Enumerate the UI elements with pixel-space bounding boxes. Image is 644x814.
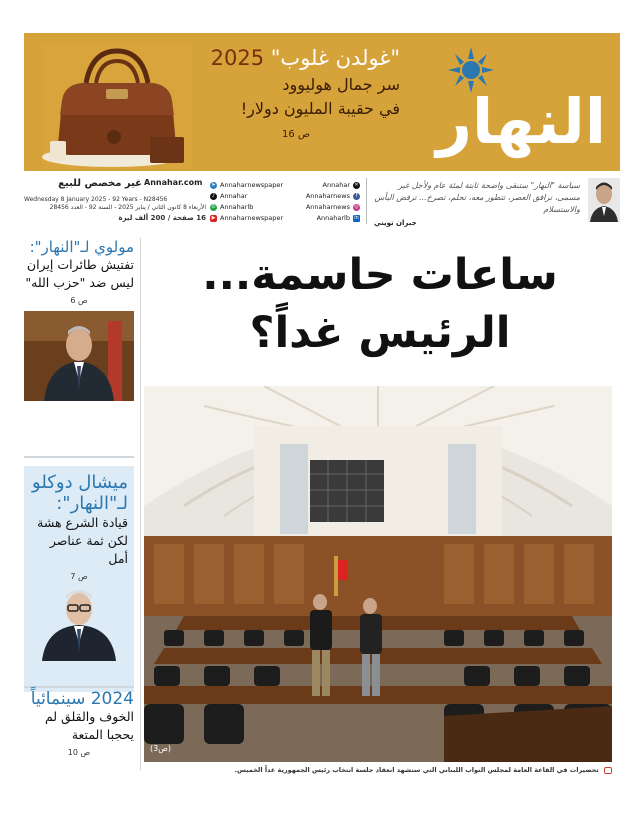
social-link[interactable] <box>210 191 284 202</box>
price-label: 16 صفحة / 200 ألف ليرة <box>118 214 206 222</box>
logo-wordmark: النهار <box>436 85 606 158</box>
sidebar-separator <box>24 456 134 458</box>
social-link[interactable] <box>210 180 284 191</box>
social-link[interactable] <box>210 213 284 224</box>
edition-info <box>24 178 142 189</box>
x-icon: ✕ <box>354 182 359 188</box>
social-handle: Annaharlb <box>220 203 254 211</box>
story-page-ref: ص 7 <box>70 572 88 581</box>
parliament-hall-photo <box>144 386 612 762</box>
main-headline[interactable] <box>150 246 610 362</box>
social-handle: Annaharnews <box>305 203 350 211</box>
caption-text: تحضيرات في القاعة العامة لمجلس النواب اللبناني التي ستشهد انعقاد جلسة انتخاب رئيس الجمهورية غداً الخميس. <box>234 766 599 774</box>
annahar-logo[interactable] <box>366 39 606 167</box>
promo-line-2: سر جمال هوليوود <box>282 75 400 94</box>
sidebar-separator <box>24 686 134 688</box>
instagram-icon: ◎ <box>354 204 359 210</box>
story-kicker: ميشال دوكلو لـ"النهار": <box>32 472 128 514</box>
duclos-photo <box>30 583 128 661</box>
story-kicker: مولوي لـ"النهار": <box>29 238 134 256</box>
divider <box>366 178 367 224</box>
founder-quote <box>374 180 580 229</box>
story-headline: الخوف والقلق لم يحجبا المتعة <box>44 709 134 742</box>
story-page-ref: ص 10 <box>67 748 91 757</box>
promo-line-3: في حقيبة المليون دولار! <box>240 99 400 118</box>
tiktok-icon: ♪ <box>211 193 216 199</box>
promo-page-ref: ص 16 <box>281 129 310 140</box>
social-handle: Annaharnews <box>305 192 350 200</box>
social-handle: Annahar <box>220 192 248 200</box>
promo-year: 2025 <box>210 46 265 70</box>
story-headline: قيادة الشرع هشة لكن ثمة عناصر أمل <box>37 515 128 566</box>
social-column-left <box>210 180 284 224</box>
sidebar-story-mawlawi[interactable] <box>24 238 134 401</box>
not-for-sale-label: غير مخصص للبيع <box>58 178 142 189</box>
headline-line-2: الرئيس غداً؟ <box>249 308 511 358</box>
youtube-icon: ▶ <box>211 215 216 221</box>
social-handle: Annaharnewspaper <box>220 181 284 189</box>
site-link[interactable]: Annahar.com <box>144 178 203 187</box>
social-handle: Annaharnewspaper <box>220 214 284 222</box>
column-divider <box>140 238 141 770</box>
social-handle: Annaharlb <box>316 214 350 222</box>
date-arabic: الأربعاء 8 كانون الثاني / يناير 2025 - السنة 92 - العدد 28456 <box>49 204 206 211</box>
promo-title-text: "غولدن غلوب" <box>270 46 400 70</box>
social-link[interactable] <box>286 180 360 191</box>
dateline <box>24 196 206 222</box>
story-page-ref: ص 6 <box>70 296 88 305</box>
sidebar-story-cinema[interactable] <box>24 690 134 757</box>
whatsapp-icon: ✆ <box>211 204 216 210</box>
photo-page-ref: (ص3) <box>150 744 172 753</box>
social-link[interactable] <box>286 191 360 202</box>
quote-author: جبران تويني <box>374 219 417 227</box>
telegram-icon: ➤ <box>211 182 216 188</box>
linkedin-icon: in <box>354 215 359 221</box>
sidebar-story-duclos[interactable] <box>24 466 134 692</box>
social-link[interactable] <box>286 213 360 224</box>
masthead-banner <box>24 33 620 171</box>
mawlawi-photo <box>24 311 134 401</box>
handbag-photo <box>42 45 192 169</box>
social-handle: Annahar <box>322 181 350 189</box>
camera-icon <box>604 767 612 774</box>
photo-caption <box>150 766 612 774</box>
date-english: Wednesday 8 January 2025 - 92 Years - N28456 <box>24 196 168 203</box>
headline-line-1: ساعات حاسمة... <box>202 250 558 300</box>
info-strip <box>24 176 620 228</box>
author-portrait <box>588 178 620 222</box>
social-column-right <box>286 180 360 224</box>
story-kicker: 2024 سينمائياً <box>30 689 134 709</box>
facebook-icon: f <box>353 193 360 200</box>
social-link[interactable] <box>286 202 360 213</box>
social-link[interactable] <box>210 202 284 213</box>
quote-text: سياسة "النهار" ستبقى واضحة ثابتة لمئة عام ولأجل غير مسمى، ترافق العصر، تتطور معه، تحلم، تصرخ... ترفض اليأس والاستسلام <box>374 181 580 214</box>
story-headline: تفتيش طائرات إيران ليس ضد "حزب الله" <box>25 257 134 290</box>
